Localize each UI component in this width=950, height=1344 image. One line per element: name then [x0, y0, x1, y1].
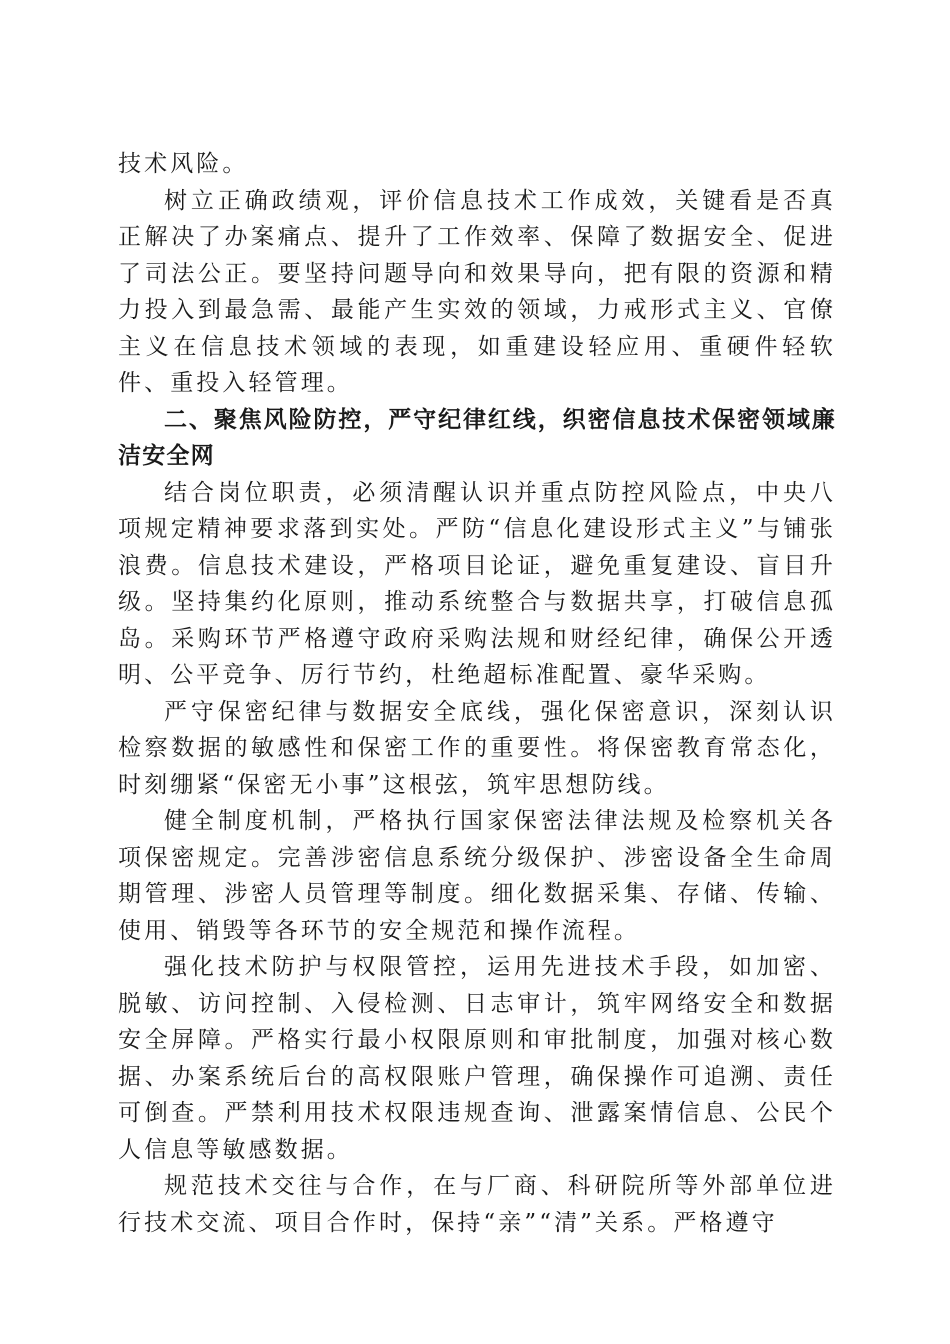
paragraph-continuation: 技术风险。: [118, 151, 249, 177]
paragraph-technical-protection: 强化技术防护与权限管控，运用先进技术手段，如加密、脱敏、访问控制、入侵检测、日志审计，筑牢网络安全和数据安全屏障。严格实行最小权限原则和审批制度，加强对核心数据、办案系统后台的高权限账户管理，确保操作可追溯、责任可倒查。严禁利用技术权限违规查询、泄露案情信息、公民个人信息等敏感数据。: [118, 954, 836, 1163]
paragraph-external-cooperation: 规范技术交往与合作，在与厂商、科研院所等外部单位进行技术交流、项目合作时，保持“亲”“清”关系。严格遵守: [118, 1173, 836, 1236]
paragraph-confidentiality: 严守保密纪律与数据安全底线，强化保密意识，深刻认识检察数据的敏感性和保密工作的重要性。将保密教育常态化，时刻绷紧“保密无小事”这根弦，筑牢思想防线。: [118, 698, 836, 798]
paragraph-political-performance: 树立正确政绩观，评价信息技术工作成效，关键看是否真正解决了办案痛点、提升了工作效率、保障了数据安全、促进了司法公正。要坚持问题导向和效果导向，把有限的资源和精力投入到最急需、最能产生实效的领域，力戒形式主义、官僚主义在信息技术领域的表现，如重建设轻应用、重硬件轻软件、重投入轻管理。: [118, 187, 836, 396]
paragraph-risk-control: 结合岗位职责，必须清醒认识并重点防控风险点，中央八项规定精神要求落到实处。严防“信息化建设形式主义”与铺张浪费。信息技术建设，严格项目论证，避免重复建设、盲目升级。坚持集约化原则，推动系统整合与数据共享，打破信息孤岛。采购环节严格遵守政府采购法规和财经纪律，确保公开透明、公平竞争、厉行节约，杜绝超标准配置、豪华采购。: [118, 479, 836, 688]
document-page: [118, 146, 836, 1241]
section-heading-2: 二、聚焦风险防控，严守纪律红线，织密信息技术保密领域廉洁安全网: [118, 406, 836, 469]
paragraph-institutional-mechanism: 健全制度机制，严格执行国家保密法律法规及检察机关各项保密规定。完善涉密信息系统分级保护、涉密设备全生命周期管理、涉密人员管理等制度。细化数据采集、存储、传输、使用、销毁等各环节的安全规范和操作流程。: [118, 808, 836, 944]
